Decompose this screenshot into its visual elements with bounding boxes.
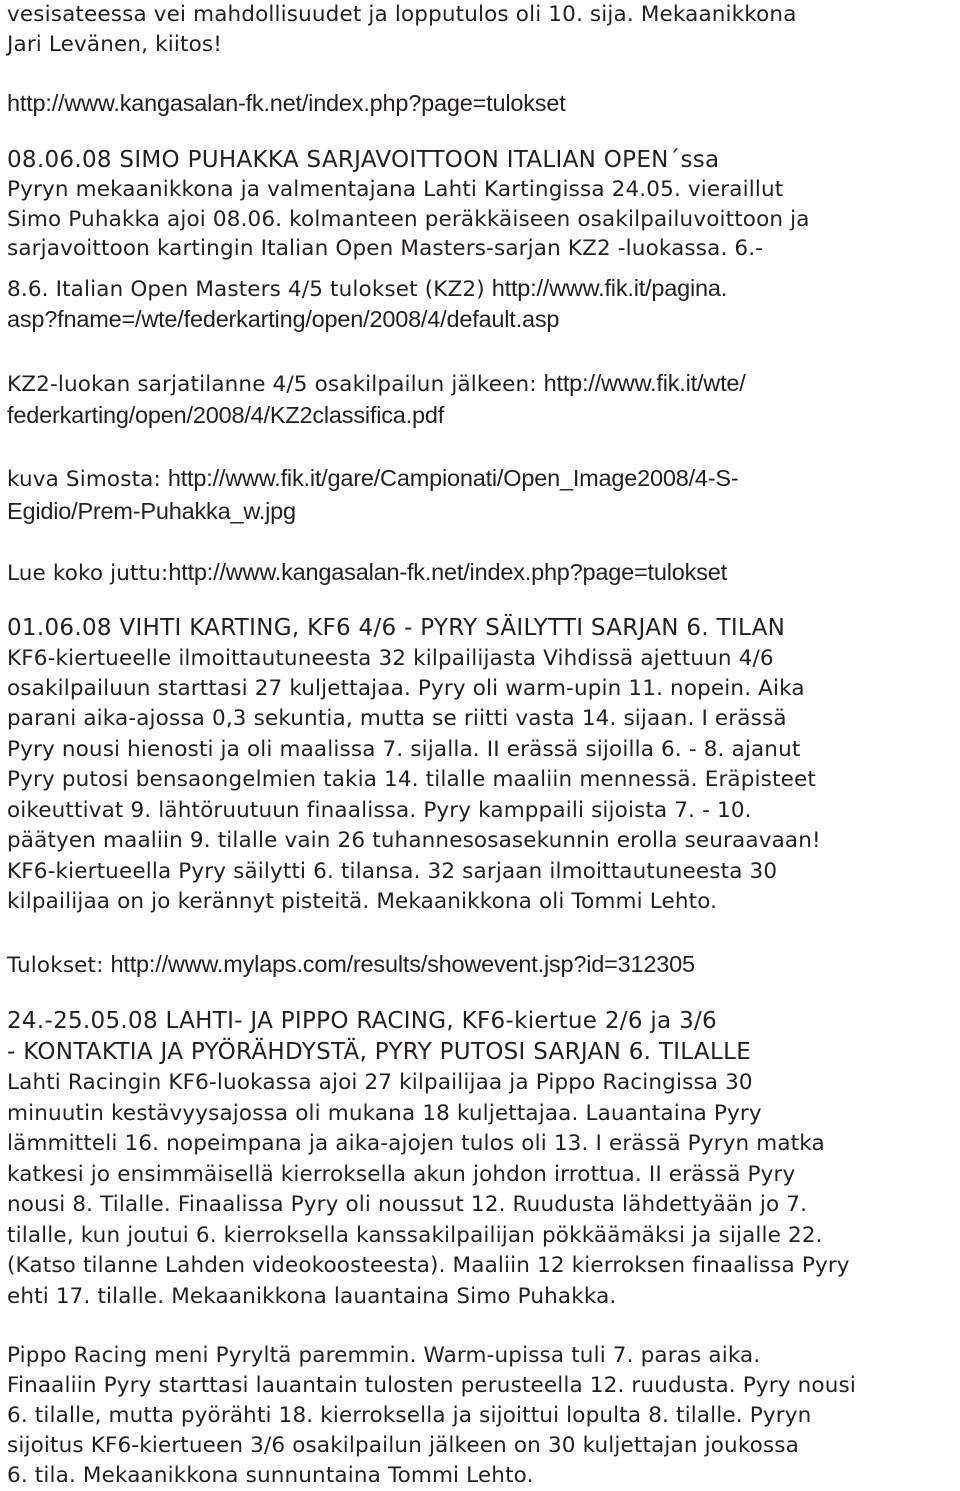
paragraph-line: osakilpailuun starttasi 27 kuljettajaa. Pyry oli warm-upin 11. nopein. Aika: [7, 676, 805, 701]
standings-link[interactable]: http://www.fik.it/wte/: [543, 370, 746, 396]
section-title: - KONTAKTIA JA PYÖRÄHDYSTÄ, PYRY PUTOSI SARJAN 6. TILALLE: [7, 1039, 752, 1065]
paragraph-line: lämmitteli 16. nopeimpana ja aika-ajojen tulos oli 13. I erässä Pyryn matka: [7, 1131, 825, 1156]
results-link[interactable]: http://www.kangasalan-fk.net/index.php?page=tulokset: [7, 90, 566, 116]
paragraph-line: päätyen maaliin 9. tilalle vain 26 tuhannesosasekunnin erolla seuraavaan!: [7, 828, 821, 853]
paragraph-line: (Katso tilanne Lahden videokoosteesta). Maaliin 12 kierroksen finaalissa Pyry: [7, 1253, 850, 1278]
more-text: Lue koko juttu:: [7, 561, 169, 586]
paragraph-line: 6. tila. Mekaanikkona sunnuntaina Tommi Lehto.: [7, 1463, 534, 1488]
paragraph-line: [7, 368, 746, 400]
more-link[interactable]: http://www.kangasalan-fk.net/index.php?page=tulokset: [168, 559, 727, 585]
paragraph-line: Pyryn mekaanikkona ja valmentajana Lahti Kartingissa 24.05. vieraillut: [7, 177, 784, 202]
paragraph-line: Finaaliin Pyry starttasi lauantain tulosten perusteella 12. ruudusta. Pyry nousi: [7, 1373, 856, 1398]
results-link-cont[interactable]: asp?fname=/wte/federkarting/open/2008/4/default.asp: [7, 306, 560, 332]
paragraph-line: [7, 949, 695, 981]
paragraph-line: ehti 17. tilalle. Mekaanikkona lauantaina Simo Puhakka.: [7, 1284, 617, 1309]
section-title: 08.06.08 SIMO PUHAKKA SARJAVOITTOON ITALIAN OPEN´ssa: [7, 147, 720, 173]
intro-line: Jari Levänen, kiitos!: [7, 32, 222, 57]
section-title: 24.-25.05.08 LAHTI- JA PIPPO RACING, KF6-kiertue 2/6 ja 3/6: [7, 1008, 717, 1034]
paragraph-line: kilpailijaa on jo kerännyt pisteitä. Mekaanikkona oli Tommi Lehto.: [7, 889, 718, 914]
photo-link[interactable]: http://www.fik.it/gare/Campionati/Open_Image2008/4-S-: [167, 465, 739, 491]
paragraph-line: Pyry putosi bensaongelmien takia 14. tilalle maaliin mennessä. Eräpisteet: [7, 767, 816, 792]
paragraph-line: Pippo Racing meni Pyryltä paremmin. Warm-upissa tuli 7. paras aika.: [7, 1343, 761, 1368]
standings-link-cont[interactable]: federkarting/open/2008/4/KZ2classifica.pdf: [7, 402, 445, 428]
paragraph-line: katkesi jo ensimmäisellä kierroksella akun johdon irrottua. II erässä Pyry: [7, 1162, 796, 1187]
paragraph-line: [7, 463, 739, 495]
photo-link-cont[interactable]: Egidio/Prem-Puhakka_w.jpg: [7, 498, 296, 524]
paragraph-line: sarjavoittoon kartingin Italian Open Masters-sarjan KZ2 -luokassa. 6.-: [7, 236, 764, 261]
paragraph-line: [7, 557, 727, 589]
paragraph-line: oikeuttivat 9. lähtöruutuun finaalissa. Pyry kamppaili sijoista 7. - 10.: [7, 798, 752, 823]
section-title: 01.06.08 VIHTI KARTING, KF6 4/6 - PYRY SÄILYTTI SARJAN 6. TILAN: [7, 615, 786, 641]
results-text: Tulokset:: [7, 953, 111, 978]
paragraph-line: sijoitus KF6-kiertueen 3/6 osakilpailun jälkeen on 30 kuljettajan joukossa: [7, 1433, 799, 1458]
results-text: 8.6. Italian Open Masters 4/5 tulokset (KZ2): [7, 277, 492, 302]
paragraph-line: nousi 8. Tilalle. Finaalissa Pyry oli noussut 12. Ruudusta lähdettyään jo 7.: [7, 1192, 808, 1217]
standings-text: KZ2-luokan sarjatilanne 4/5 osakilpailun jälkeen:: [7, 372, 544, 397]
intro-link-line: [7, 88, 566, 120]
paragraph-line: minuutin kestävyysajossa oli mukana 18 kuljettajaa. Lauantaina Pyry: [7, 1101, 762, 1126]
paragraph-line: KF6-kiertueella Pyry säilytti 6. tilansa. 32 sarjaan ilmoittautuneesta 30: [7, 859, 778, 884]
paragraph-line: tilalle, kun joutui 6. kierroksella kanssakilpailijan pökkäämäksi ja sijalle 22.: [7, 1223, 823, 1248]
paragraph-line: [7, 304, 559, 336]
paragraph-line: Pyry nousi hienosti ja oli maalissa 7. sijalla. II erässä sijoilla 6. - 8. ajanut: [7, 737, 801, 762]
paragraph-line: [7, 273, 727, 305]
paragraph-line: Simo Puhakka ajoi 08.06. kolmanteen peräkkäiseen osakilpailuvoittoon ja: [7, 207, 810, 232]
paragraph-line: [7, 400, 444, 432]
intro-line: vesisateessa vei mahdollisuudet ja lopputulos oli 10. sija. Mekaanikkona: [7, 2, 797, 27]
paragraph-line: [7, 496, 296, 528]
paragraph-line: 6. tilalle, mutta pyörähti 18. kierroksella ja sijoittui lopulta 8. tilalle. Pyryn: [7, 1403, 812, 1428]
paragraph-line: parani aika-ajossa 0,3 sekuntia, mutta se riitti vasta 14. sijaan. I erässä: [7, 706, 787, 731]
results-link[interactable]: http://www.mylaps.com/results/showevent.jsp?id=312305: [110, 951, 695, 977]
paragraph-line: KF6-kiertueelle ilmoittautuneesta 32 kilpailijasta Vihdissä ajettuun 4/6: [7, 646, 774, 671]
paragraph-line: Lahti Racingin KF6-luokassa ajoi 27 kilpailijaa ja Pippo Racingissa 30: [7, 1070, 753, 1095]
results-link[interactable]: http://www.fik.it/pagina.: [491, 275, 728, 301]
photo-text: kuva Simosta:: [7, 467, 168, 492]
